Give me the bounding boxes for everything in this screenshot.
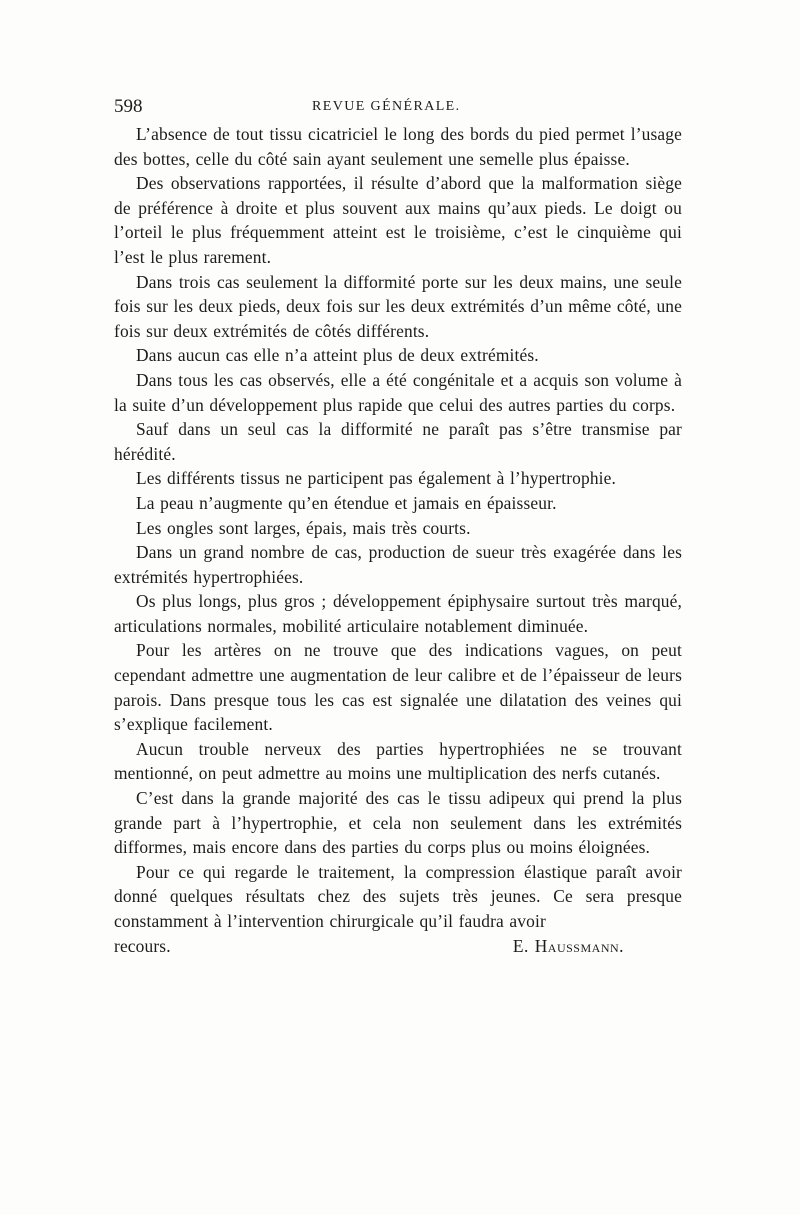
- book-page: [114, 96, 682, 958]
- paragraph: L’absence de tout tissu cicatriciel le long des bords du pied permet l’usage des bottes, celle du côté sain ayant seulement une semelle plus épaisse.: [114, 124, 682, 169]
- paragraph: Sauf dans un seul cas la difformité ne paraît pas s’être transmise par hérédité.: [114, 419, 682, 464]
- final-line: [114, 934, 682, 959]
- paragraph: La peau n’augmente qu’en étendue et jamais en épaisseur.: [136, 492, 557, 513]
- paragraph: Aucun trouble nerveux des parties hypertrophiées ne se trouvant mentionné, on peut admettre au moins une multiplication des nerfs cutanés.: [114, 738, 682, 784]
- paragraph: Dans trois cas seulement la difformité porte sur les deux mains, une seule fois sur les deux pieds, deux fois sur les deux extrémités d’un même côté, une fois sur deux extrémités de côtés différents.: [114, 271, 682, 341]
- page-number: 598: [114, 96, 143, 117]
- paragraph: Os plus longs, plus gros ; développement épiphysaire surtout très marqué, articulations normales, mobilité articulaire notablement diminuée.: [114, 591, 682, 636]
- paragraph: Les différents tissus ne participent pas également à l’hypertrophie.: [136, 468, 617, 489]
- paragraph: Pour les artères on ne trouve que des indications vagues, on peut cependant admettre une augmentation de leur calibre et de l’épaisseur de leurs parois. Dans presque tous les cas est signalée une dilatation des veines qui s’explique facilement.: [114, 640, 682, 735]
- body-text: [114, 122, 682, 958]
- paragraph: Dans un grand nombre de cas, production de sueur très exagérée dans les extrémités hypertrophiées.: [114, 542, 682, 587]
- paragraph: Les ongles sont larges, épais, mais très courts.: [136, 517, 471, 538]
- paragraph: Dans tous les cas observés, elle a été congénitale et a acquis son volume à la suite d’un développement plus rapide que celui des autres parties du corps.: [114, 369, 682, 415]
- author-signature: E. Haussmann.: [512, 935, 624, 956]
- running-title: REVUE GÉNÉRALE.: [312, 99, 461, 114]
- final-paragraph: Pour ce qui regarde le traitement, la compression élastique paraît avoir donné quelques résultats chez des sujets très jeunes. Ce sera presque constamment à l’intervention chirurgicale qu’il faudra avoir: [114, 861, 682, 931]
- paragraph: C’est dans la grande majorité des cas le tissu adipeux qui prend la plus grande part à l’hypertrophie, et cela non seulement dans les extrémités difformes, mais encore dans des parties du corps plus ou moins éloignées.: [114, 788, 682, 858]
- paragraph: Des observations rapportées, il résulte d’abord que la malformation siège de préférence à droite et plus souvent aux mains qu’aux pieds. Le doigt ou l’orteil le plus fréquemment atteint est le troisième, c’est le cinquième qui l’est le plus rarement.: [114, 173, 682, 267]
- page-header: [114, 96, 682, 122]
- paragraph: Dans aucun cas elle n’a atteint plus de deux extrémités.: [136, 345, 539, 366]
- final-word: recours.: [114, 935, 171, 956]
